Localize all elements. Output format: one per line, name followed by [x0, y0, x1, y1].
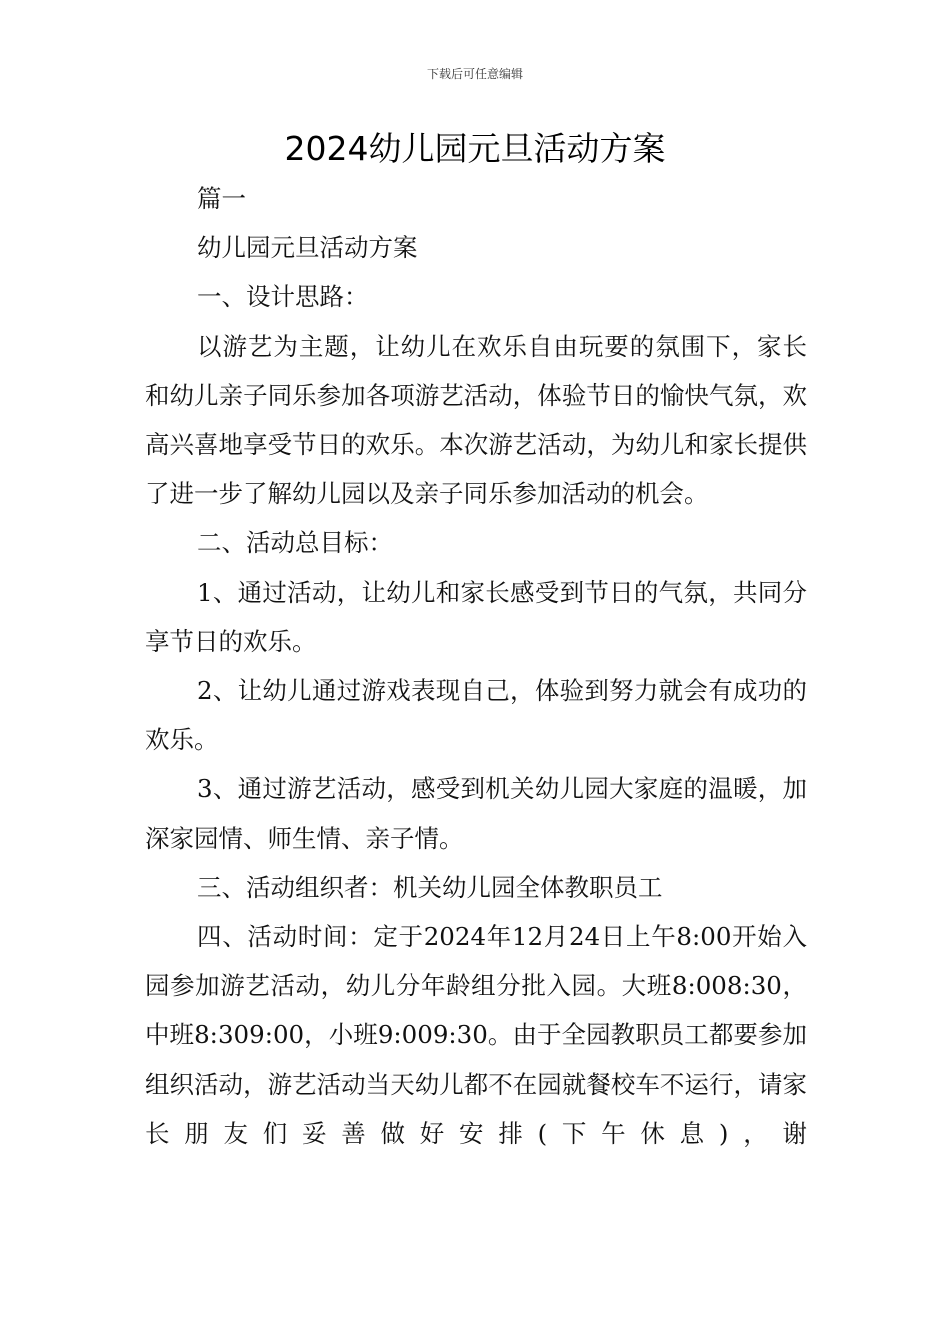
heading-goals: 二、活动总目标： — [197, 528, 393, 558]
section-label: 篇一 — [197, 184, 246, 213]
heading-design-idea: 一、设计思路： — [197, 282, 369, 312]
document-title: 2024幼儿园元旦活动方案 — [284, 129, 666, 168]
goal-item-2: 2、让幼儿通过游戏表现自己，体验到努力就会有成功的欢乐。 — [145, 676, 807, 755]
paragraph-time: 四、活动时间：定于2024年12月24日上午8:00开始入园参加游艺活动，幼儿分年龄组分批入园。大班8:008:30，中班8:309:00，小班9:009:30。由于全园教职员工都要参加组织活动，游艺活动当天幼儿都不在园就餐校车不运行，请家长朋友们妥善做好安排(下午休息)，谢 — [145, 922, 807, 1148]
goal-item-3: 3、通过游艺活动，感受到机关幼儿园大家庭的温暖，加深家园情、师生情、亲子情。 — [145, 774, 807, 853]
document-body — [145, 174, 807, 1158]
heading-organizer: 三、活动组织者：机关幼儿园全体教职员工 — [197, 872, 663, 902]
paragraph-design-idea: 以游艺为主题，让幼儿在欢乐自由玩要的氛围下，家长和幼儿亲子同乐参加各项游艺活动，体验节日的愉快气氛，欢高兴喜地享受节日的欢乐。本次游艺活动，为幼儿和家长提供了进一步了解幼儿园以及亲子同乐参加活动的机会。 — [145, 331, 807, 509]
goal-item-1: 1、通过活动，让幼儿和家长感受到节日的气氛，共同分享节日的欢乐。 — [145, 577, 807, 656]
subtitle: 幼儿园元旦活动方案 — [197, 233, 418, 263]
header-note: 下载后可任意编辑 — [426, 67, 523, 81]
